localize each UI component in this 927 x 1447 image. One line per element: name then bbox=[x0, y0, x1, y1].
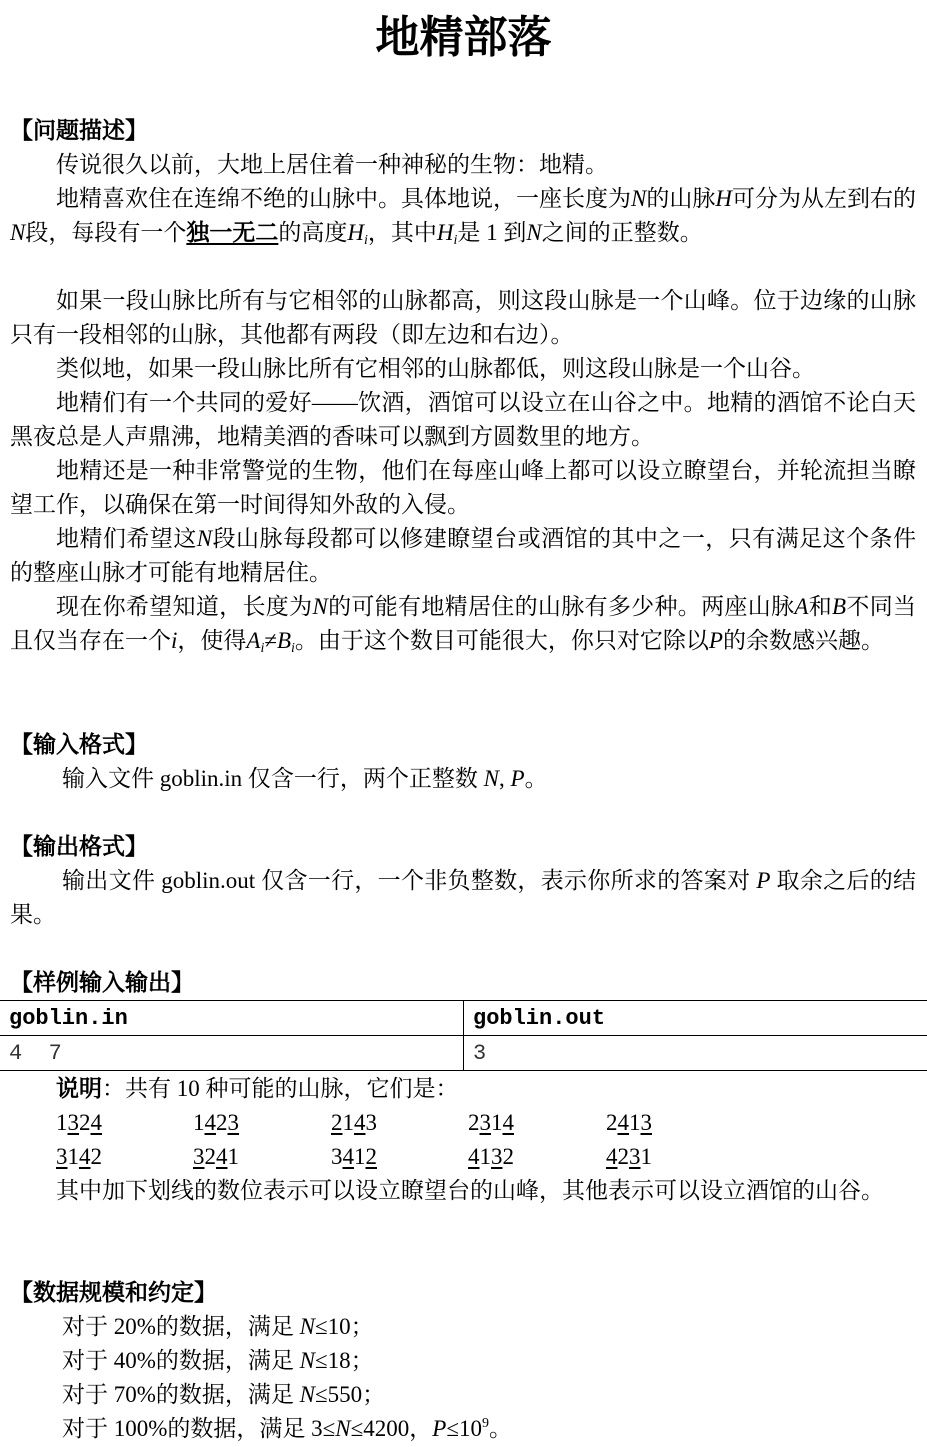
paragraph-question: 现在你希望知道，长度为N的可能有地精居住的山脉有多少种。两座山脉A和B不同当且仅当存在一个i，使得$A_i\ne B_i$。由于这个数目可能很大，你只对它除以P的余数感兴趣。 bbox=[10, 594, 917, 656]
limit-line-100: 对于 100%的数据，满足 3≤N≤4200，$P\le 10^9$。 bbox=[62, 1416, 512, 1441]
mountain-permutation: 1423 bbox=[193, 1110, 239, 1135]
section-heading-sample: 【样例输入输出】 bbox=[10, 970, 194, 995]
mountain-permutation: 2314 bbox=[468, 1110, 514, 1135]
table-row bbox=[0, 1036, 927, 1071]
table-header-row bbox=[0, 1001, 927, 1036]
page-title: 地精部落 bbox=[375, 13, 552, 62]
paragraph-peak-definition: 如果一段山脉比所有与它相邻的山脉都高，则这段山脉是一个山峰。位于边缘的山脉只有一段相邻的山脉，其他都有两段（即左边和右边）。 bbox=[10, 288, 916, 347]
sample-note: 说明：共有 10 种可能的山脉，它们是： bbox=[56, 1076, 459, 1101]
paragraph-valley-definition: 类似地，如果一段山脉比所有它相邻的山脉都低，则这段山脉是一个山谷。 bbox=[56, 356, 815, 381]
section-heading-input: 【输入格式】 bbox=[10, 732, 148, 757]
paragraph-intro: 传说很久以前，大地上居住着一种神秘的生物：地精。 bbox=[56, 152, 608, 177]
paragraph-condition: 地精们希望这N段山脉每段都可以修建瞭望台或酒馆的其中之一，只有满足这个条件的整座山脉才可能有地精居住。 bbox=[10, 526, 917, 585]
mountain-permutation: 3412 bbox=[331, 1144, 377, 1169]
paragraph-watchtower: 地精还是一种非常警觉的生物，他们在每座山峰上都可以设立瞭望台，并轮流担当瞭望工作，以确保在第一时间得知外敌的入侵。 bbox=[10, 458, 916, 517]
paragraph-sample-explanation: 其中加下划线的数位表示可以设立瞭望台的山峰，其他表示可以设立酒馆的山谷。 bbox=[56, 1178, 884, 1203]
limit-line-70: 对于 70%的数据，满足 N≤550； bbox=[62, 1382, 386, 1407]
limit-line-20: 对于 20%的数据，满足 N≤10； bbox=[62, 1314, 374, 1339]
mountain-permutation: 1324 bbox=[56, 1110, 102, 1135]
emphasis-unique: 独一无二 bbox=[186, 220, 279, 245]
sample-input-value: 4 7 bbox=[0, 1036, 464, 1071]
mountain-permutation: 4132 bbox=[468, 1144, 514, 1169]
section-heading-description: 【问题描述】 bbox=[10, 118, 148, 143]
sample-output-value: 3 bbox=[464, 1036, 927, 1071]
paragraph-input-format: 输入文件 goblin.in 仅含一行，两个正整数 N, P。 bbox=[62, 766, 548, 791]
mountain-permutation: 2143 bbox=[331, 1110, 377, 1135]
section-heading-limits: 【数据规模和约定】 bbox=[10, 1280, 217, 1305]
sample-io-table bbox=[0, 1000, 927, 1071]
mountain-permutation: 3241 bbox=[193, 1144, 239, 1169]
mountain-permutation: 3142 bbox=[56, 1144, 102, 1169]
paragraph-mountain-definition: 地精喜欢住在连绵不绝的山脉中。具体地说，一座长度为N的山脉H可分为从左到右的N段，每段有一个独一无二的高度$H_i$，其中$H_i$是 1 到N之间的正整数。 bbox=[10, 186, 917, 248]
table-header-output: goblin.out bbox=[464, 1001, 927, 1036]
paragraph-output-format: 输出文件 goblin.out 仅含一行，一个非负整数，表示你所求的答案对 P 取余之后的结果。 bbox=[10, 868, 917, 927]
mountain-permutation: 2413 bbox=[606, 1110, 652, 1135]
table-header-input: goblin.in bbox=[0, 1001, 464, 1036]
mountain-permutation: 4231 bbox=[606, 1144, 652, 1169]
paragraph-tavern: 地精们有一个共同的爱好——饮酒，酒馆可以设立在山谷之中。地精的酒馆不论白天黑夜总是人声鼎沸，地精美酒的香味可以飘到方圆数里的地方。 bbox=[10, 390, 916, 449]
section-heading-output: 【输出格式】 bbox=[10, 834, 148, 859]
limit-line-40: 对于 40%的数据，满足 N≤18； bbox=[62, 1348, 374, 1373]
